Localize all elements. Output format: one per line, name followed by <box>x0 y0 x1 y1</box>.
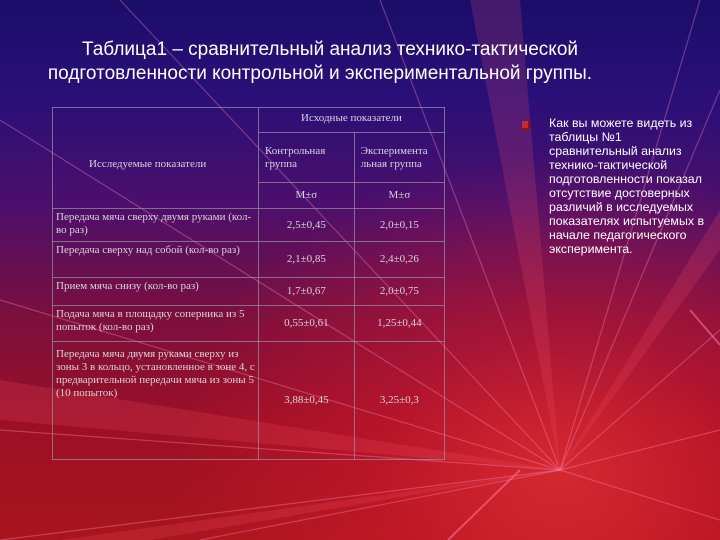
control-value: 0,55±0,61 <box>258 306 354 342</box>
comparison-table <box>52 107 445 460</box>
header-control-group: Контрольная группа <box>258 133 354 183</box>
row-label: Передача сверху над собой (кол-во раз) <box>53 242 259 278</box>
control-value: 2,5±0,45 <box>258 209 354 242</box>
header-control-mean-sigma: М±σ <box>258 183 354 209</box>
row-label: Передача мяча двумя руками сверху из зоны 3 в кольцо, установленное в зоне 4, с предварительной передачи мяча из зоны 5 (10 попыток) <box>53 342 259 460</box>
row-label: Подача мяча в площадку соперника из 5 попыток (кол-во раз) <box>53 306 259 342</box>
slide-title-line-2: подготовленности контрольной и экспериментальной группы. <box>47 63 593 84</box>
control-value: 2,1±0,85 <box>258 242 354 278</box>
experimental-value: 3,25±0,3 <box>354 342 444 460</box>
control-value: 3,88±0,45 <box>258 342 354 460</box>
square-bullet-icon <box>522 121 530 130</box>
experimental-value: 2,4±0,26 <box>354 242 444 278</box>
table-row <box>53 242 445 278</box>
control-value: 1,7±0,67 <box>258 278 354 306</box>
row-label: Передача мяча сверху двумя руками (кол-во раз) <box>53 209 259 242</box>
slide-title-line-1: Таблица1 – сравнительный анализ технико-тактической <box>81 39 579 60</box>
row-label: Прием мяча снизу (кол-во раз) <box>53 278 259 306</box>
header-experimental-mean-sigma: М±σ <box>354 183 444 209</box>
experimental-value: 1,25±0,44 <box>354 306 444 342</box>
header-experimental-group: Эксперимента льная группа <box>354 133 444 183</box>
table-row <box>53 209 445 242</box>
table-row <box>53 278 445 306</box>
side-note-text: Как вы можете видеть из таблицы №1 сравнительный анализ технико-тактической подготовленности показал отсутствие достоверных различий в исследуемых показателях испытуемых в начале педагогического эксперимента. <box>549 116 705 256</box>
header-initial-indicators: Исходные показатели <box>258 108 444 133</box>
table-row <box>53 306 445 342</box>
experimental-value: 2,0±0,75 <box>354 278 444 306</box>
header-investigated-indicators: Исследуемые показатели <box>53 108 259 209</box>
experimental-value: 2,0±0,15 <box>354 209 444 242</box>
table-row <box>53 342 445 460</box>
